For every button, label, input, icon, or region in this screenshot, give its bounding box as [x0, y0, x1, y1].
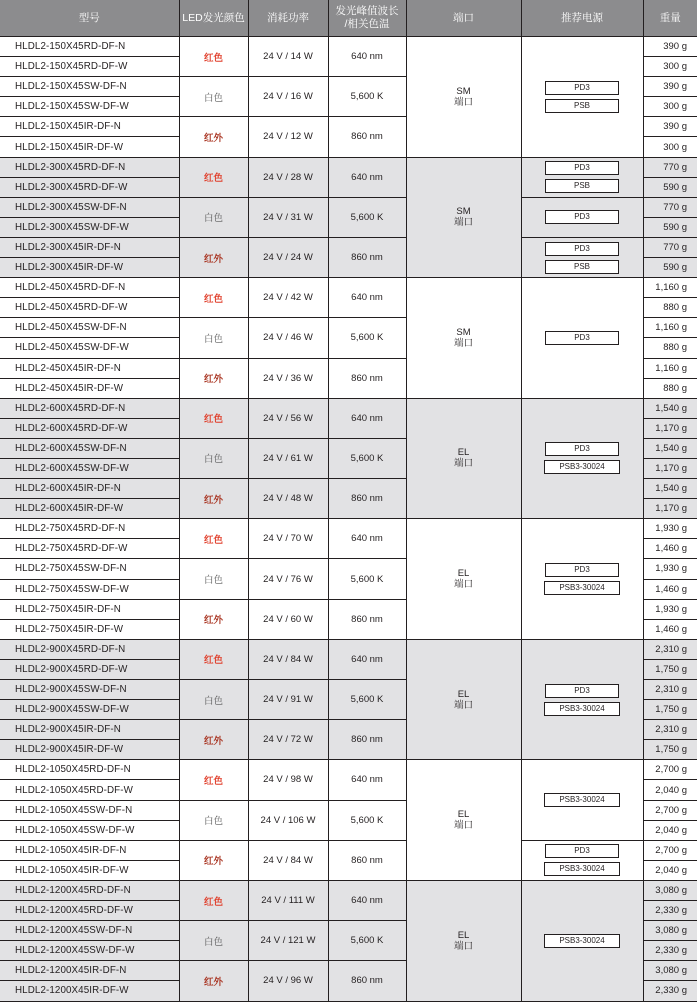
header-wavelength-line1: 发光峰值波长	[335, 5, 399, 17]
power-consumption: 24 V / 36 W	[248, 358, 328, 398]
led-color: 红外	[203, 856, 223, 868]
model-number: HLDL2-150X45SW-DF-W	[0, 97, 179, 117]
wavelength: 5,600 K	[328, 197, 406, 237]
model-number: HLDL2-300X45IR-DF-N	[0, 237, 179, 257]
power-consumption: 24 V / 91 W	[248, 680, 328, 720]
header-wavelength	[328, 0, 406, 37]
wavelength: 5,600 K	[328, 318, 406, 358]
model-number: HLDL2-900X45SW-DF-N	[0, 680, 179, 700]
port-type: EL	[457, 688, 470, 700]
led-color: 红外	[203, 976, 223, 988]
power-supply-list	[522, 440, 643, 476]
power-supply-cell	[521, 840, 643, 880]
model-number: HLDL2-1200X45SW-DF-N	[0, 921, 179, 941]
weight: 1,160 g	[643, 318, 697, 338]
table-row	[0, 37, 697, 57]
weight: 1,540 g	[643, 438, 697, 458]
weight: 300 g	[643, 97, 697, 117]
port-label: 端口	[453, 699, 473, 711]
power-supply-list	[522, 561, 643, 597]
led-color: 红色	[203, 293, 223, 305]
model-number: HLDL2-900X45RD-DF-N	[0, 639, 179, 659]
wavelength: 860 nm	[328, 961, 406, 1001]
weight: 1,930 g	[643, 599, 697, 619]
power-supply-badge: PD3	[545, 81, 619, 95]
power-consumption: 24 V / 48 W	[248, 479, 328, 519]
model-number: HLDL2-1200X45RD-DF-N	[0, 880, 179, 900]
weight: 1,540 g	[643, 479, 697, 499]
header-led-color: LED发光颜色	[179, 0, 248, 37]
port-cell	[406, 157, 521, 278]
header-weight: 重量	[643, 0, 697, 37]
wavelength: 860 nm	[328, 358, 406, 398]
power-supply-badge: PSB3-30024	[544, 934, 620, 948]
power-consumption: 24 V / 98 W	[248, 760, 328, 800]
led-color-cell	[179, 800, 248, 840]
model-number: HLDL2-1050X45SW-DF-N	[0, 800, 179, 820]
model-number: HLDL2-600X45SW-DF-N	[0, 438, 179, 458]
model-number: HLDL2-600X45RD-DF-N	[0, 398, 179, 418]
power-consumption: 24 V / 42 W	[248, 278, 328, 318]
led-color-cell	[179, 77, 248, 117]
table-row	[0, 197, 697, 217]
weight: 300 g	[643, 57, 697, 77]
port-type: SM	[456, 85, 471, 97]
model-number: HLDL2-150X45IR-DF-W	[0, 137, 179, 157]
table-row	[0, 519, 697, 539]
weight: 880 g	[643, 338, 697, 358]
led-color-cell	[179, 599, 248, 639]
led-color: 白色	[203, 333, 223, 345]
table-row	[0, 398, 697, 418]
power-supply-cell	[521, 398, 643, 519]
port-cell	[406, 760, 521, 881]
power-consumption: 24 V / 28 W	[248, 157, 328, 197]
wavelength: 860 nm	[328, 720, 406, 760]
led-color-cell	[179, 840, 248, 880]
table-row	[0, 639, 697, 659]
led-color: 红色	[203, 534, 223, 546]
wavelength: 5,600 K	[328, 559, 406, 599]
weight: 1,170 g	[643, 418, 697, 438]
port-cell	[406, 639, 521, 760]
model-number: HLDL2-450X45IR-DF-N	[0, 358, 179, 378]
power-supply-cell	[521, 519, 643, 640]
power-supply-badge: PSB3-30024	[544, 702, 620, 716]
model-number: HLDL2-750X45SW-DF-W	[0, 579, 179, 599]
led-color: 红色	[203, 173, 223, 185]
led-color-cell	[179, 278, 248, 318]
model-number: HLDL2-300X45SW-DF-N	[0, 197, 179, 217]
model-number: HLDL2-1050X45SW-DF-W	[0, 820, 179, 840]
power-supply-badge: PSB3-30024	[544, 581, 620, 595]
power-supply-badge: PD3	[545, 210, 619, 224]
power-consumption: 24 V / 56 W	[248, 398, 328, 438]
led-color-cell	[179, 519, 248, 559]
wavelength: 640 nm	[328, 760, 406, 800]
weight: 2,040 g	[643, 860, 697, 880]
header-power-consumption: 消耗功率	[248, 0, 328, 37]
power-supply-list	[522, 791, 643, 809]
port-cell	[406, 37, 521, 158]
led-color: 红色	[203, 655, 223, 667]
port-cell	[406, 278, 521, 399]
model-number: HLDL2-750X45RD-DF-N	[0, 519, 179, 539]
weight: 2,330 g	[643, 901, 697, 921]
port-cell	[406, 880, 521, 1001]
weight: 1,170 g	[643, 458, 697, 478]
header-row	[0, 0, 697, 37]
led-color: 红色	[203, 414, 223, 426]
weight: 590 g	[643, 217, 697, 237]
port-type: SM	[456, 206, 471, 218]
weight: 1,160 g	[643, 358, 697, 378]
led-color-cell	[179, 197, 248, 237]
power-supply-list	[522, 159, 643, 195]
power-supply-badge: PD3	[545, 331, 619, 345]
led-color-cell	[179, 760, 248, 800]
port-cell	[406, 398, 521, 519]
table-row	[0, 157, 697, 177]
port-label: 端口	[453, 96, 473, 108]
led-color: 白色	[203, 454, 223, 466]
model-number: HLDL2-600X45IR-DF-W	[0, 499, 179, 519]
port-cell	[406, 519, 521, 640]
model-number: HLDL2-750X45SW-DF-N	[0, 559, 179, 579]
weight: 3,080 g	[643, 921, 697, 941]
led-color: 红色	[203, 52, 223, 64]
model-number: HLDL2-1200X45RD-DF-W	[0, 901, 179, 921]
power-consumption: 24 V / 46 W	[248, 318, 328, 358]
power-consumption: 24 V / 84 W	[248, 639, 328, 679]
weight: 3,080 g	[643, 961, 697, 981]
power-supply-list	[522, 329, 643, 347]
power-consumption: 24 V / 96 W	[248, 961, 328, 1001]
model-number: HLDL2-300X45RD-DF-W	[0, 177, 179, 197]
led-color-cell	[179, 639, 248, 679]
model-number: HLDL2-600X45RD-DF-W	[0, 418, 179, 438]
model-number: HLDL2-900X45IR-DF-N	[0, 720, 179, 740]
model-number: HLDL2-1200X45SW-DF-W	[0, 941, 179, 961]
weight: 590 g	[643, 177, 697, 197]
table-row	[0, 760, 697, 780]
port-label: 端口	[453, 579, 473, 591]
model-number: HLDL2-1050X45RD-DF-N	[0, 760, 179, 780]
power-supply-cell	[521, 278, 643, 399]
weight: 1,170 g	[643, 499, 697, 519]
led-color-cell	[179, 438, 248, 478]
led-color: 红外	[203, 132, 223, 144]
model-number: HLDL2-750X45IR-DF-N	[0, 599, 179, 619]
power-consumption: 24 V / 84 W	[248, 840, 328, 880]
power-supply-badge: PD3	[545, 442, 619, 456]
port-type: EL	[457, 809, 470, 821]
weight: 2,040 g	[643, 820, 697, 840]
power-consumption: 24 V / 70 W	[248, 519, 328, 559]
power-supply-badge: PSB	[545, 260, 619, 274]
power-consumption: 24 V / 72 W	[248, 720, 328, 760]
header-wavelength-line2: /相关色温	[344, 18, 390, 30]
power-supply-badge: PSB	[545, 99, 619, 113]
led-color: 白色	[203, 213, 223, 225]
weight: 1,160 g	[643, 278, 697, 298]
table-row	[0, 237, 697, 257]
model-number: HLDL2-150X45RD-DF-W	[0, 57, 179, 77]
power-supply-badge: PSB3-30024	[544, 793, 620, 807]
header-port: 端口	[406, 0, 521, 37]
led-color-cell	[179, 680, 248, 720]
power-consumption: 24 V / 14 W	[248, 37, 328, 77]
model-number: HLDL2-1050X45RD-DF-W	[0, 780, 179, 800]
model-number: HLDL2-750X45IR-DF-W	[0, 619, 179, 639]
power-consumption: 24 V / 24 W	[248, 237, 328, 277]
table-row	[0, 278, 697, 298]
power-supply-badge: PD3	[545, 242, 619, 256]
model-number: HLDL2-450X45IR-DF-W	[0, 378, 179, 398]
model-number: HLDL2-300X45SW-DF-W	[0, 217, 179, 237]
power-supply-list	[522, 842, 643, 878]
model-number: HLDL2-600X45IR-DF-N	[0, 479, 179, 499]
table-row	[0, 880, 697, 900]
weight: 390 g	[643, 37, 697, 57]
wavelength: 860 nm	[328, 117, 406, 157]
power-supply-badge: PD3	[545, 844, 619, 858]
led-color-cell	[179, 880, 248, 920]
header-model: 型号	[0, 0, 179, 37]
wavelength: 860 nm	[328, 479, 406, 519]
power-supply-cell	[521, 760, 643, 840]
power-supply-list	[522, 208, 643, 226]
header-power-supply: 推荐电源	[521, 0, 643, 37]
power-supply-list	[522, 240, 643, 276]
led-color: 白色	[203, 575, 223, 587]
power-consumption: 24 V / 60 W	[248, 599, 328, 639]
wavelength: 860 nm	[328, 237, 406, 277]
weight: 2,310 g	[643, 680, 697, 700]
wavelength: 640 nm	[328, 519, 406, 559]
led-color: 白色	[203, 695, 223, 707]
led-color: 白色	[203, 816, 223, 828]
model-number: HLDL2-900X45RD-DF-W	[0, 659, 179, 679]
weight: 880 g	[643, 298, 697, 318]
port-type: EL	[457, 447, 470, 459]
power-consumption: 24 V / 106 W	[248, 800, 328, 840]
weight: 2,330 g	[643, 941, 697, 961]
wavelength: 5,600 K	[328, 77, 406, 117]
led-color-cell	[179, 479, 248, 519]
power-supply-list	[522, 79, 643, 115]
wavelength: 860 nm	[328, 599, 406, 639]
model-number: HLDL2-1050X45IR-DF-N	[0, 840, 179, 860]
model-number: HLDL2-600X45SW-DF-W	[0, 458, 179, 478]
weight: 390 g	[643, 117, 697, 137]
model-number: HLDL2-450X45RD-DF-N	[0, 278, 179, 298]
model-number: HLDL2-1200X45IR-DF-W	[0, 981, 179, 1001]
led-color-cell	[179, 358, 248, 398]
power-supply-cell	[521, 37, 643, 158]
weight: 2,330 g	[643, 981, 697, 1001]
led-color-cell	[179, 157, 248, 197]
weight: 2,310 g	[643, 720, 697, 740]
led-color-cell	[179, 37, 248, 77]
led-color: 红外	[203, 253, 223, 265]
power-consumption: 24 V / 12 W	[248, 117, 328, 157]
led-color: 红外	[203, 615, 223, 627]
table-body	[0, 37, 697, 1002]
power-supply-cell	[521, 197, 643, 237]
led-color-cell	[179, 921, 248, 961]
power-supply-badge: PD3	[545, 563, 619, 577]
led-color-cell	[179, 237, 248, 277]
led-color: 红外	[203, 735, 223, 747]
wavelength: 5,600 K	[328, 438, 406, 478]
weight: 880 g	[643, 378, 697, 398]
model-number: HLDL2-300X45IR-DF-W	[0, 258, 179, 278]
weight: 1,930 g	[643, 519, 697, 539]
model-number: HLDL2-450X45RD-DF-W	[0, 298, 179, 318]
weight: 770 g	[643, 157, 697, 177]
weight: 1,750 g	[643, 700, 697, 720]
wavelength: 860 nm	[328, 840, 406, 880]
model-number: HLDL2-150X45SW-DF-N	[0, 77, 179, 97]
port-label: 端口	[453, 820, 473, 832]
power-supply-badge: PD3	[545, 161, 619, 175]
wavelength: 5,600 K	[328, 921, 406, 961]
led-color-cell	[179, 117, 248, 157]
led-color: 红外	[203, 494, 223, 506]
led-color: 白色	[203, 92, 223, 104]
weight: 1,930 g	[643, 559, 697, 579]
model-number: HLDL2-1050X45IR-DF-W	[0, 860, 179, 880]
weight: 300 g	[643, 137, 697, 157]
power-supply-cell	[521, 880, 643, 1001]
weight: 3,080 g	[643, 880, 697, 900]
power-consumption: 24 V / 111 W	[248, 880, 328, 920]
weight: 1,750 g	[643, 659, 697, 679]
weight: 1,460 g	[643, 619, 697, 639]
model-number: HLDL2-150X45IR-DF-N	[0, 117, 179, 137]
led-color-cell	[179, 961, 248, 1001]
wavelength: 640 nm	[328, 278, 406, 318]
port-label: 端口	[453, 217, 473, 229]
weight: 1,750 g	[643, 740, 697, 760]
weight: 1,540 g	[643, 398, 697, 418]
power-supply-badge: PSB3-30024	[544, 862, 620, 876]
led-color-cell	[179, 398, 248, 438]
wavelength: 5,600 K	[328, 680, 406, 720]
model-number: HLDL2-300X45RD-DF-N	[0, 157, 179, 177]
wavelength: 640 nm	[328, 157, 406, 197]
weight: 770 g	[643, 237, 697, 257]
weight: 770 g	[643, 197, 697, 217]
weight: 1,460 g	[643, 539, 697, 559]
port-label: 端口	[453, 458, 473, 470]
weight: 2,700 g	[643, 760, 697, 780]
weight: 590 g	[643, 258, 697, 278]
power-supply-list	[522, 682, 643, 718]
power-consumption: 24 V / 121 W	[248, 921, 328, 961]
port-label: 端口	[453, 940, 473, 952]
power-consumption: 24 V / 61 W	[248, 438, 328, 478]
model-number: HLDL2-150X45RD-DF-N	[0, 37, 179, 57]
weight: 390 g	[643, 77, 697, 97]
weight: 2,040 g	[643, 780, 697, 800]
power-supply-cell	[521, 639, 643, 760]
power-supply-cell	[521, 157, 643, 197]
port-type: SM	[456, 326, 471, 338]
model-number: HLDL2-450X45SW-DF-W	[0, 338, 179, 358]
wavelength: 640 nm	[328, 37, 406, 77]
power-consumption: 24 V / 76 W	[248, 559, 328, 599]
model-number: HLDL2-450X45SW-DF-N	[0, 318, 179, 338]
model-number: HLDL2-900X45IR-DF-W	[0, 740, 179, 760]
led-color-cell	[179, 559, 248, 599]
led-color: 红外	[203, 374, 223, 386]
wavelength: 640 nm	[328, 639, 406, 679]
weight: 2,700 g	[643, 840, 697, 860]
power-supply-badge: PSB3-30024	[544, 460, 620, 474]
power-supply-badge: PSB	[545, 179, 619, 193]
power-supply-list	[522, 932, 643, 950]
power-consumption: 24 V / 16 W	[248, 77, 328, 117]
led-color: 红色	[203, 775, 223, 787]
weight: 2,700 g	[643, 800, 697, 820]
power-supply-badge: PD3	[545, 684, 619, 698]
led-color-cell	[179, 318, 248, 358]
weight: 2,310 g	[643, 639, 697, 659]
model-number: HLDL2-750X45RD-DF-W	[0, 539, 179, 559]
led-color: 白色	[203, 936, 223, 948]
wavelength: 640 nm	[328, 880, 406, 920]
port-type: EL	[457, 929, 470, 941]
model-number: HLDL2-900X45SW-DF-W	[0, 700, 179, 720]
wavelength: 5,600 K	[328, 800, 406, 840]
model-number: HLDL2-1200X45IR-DF-N	[0, 961, 179, 981]
power-consumption: 24 V / 31 W	[248, 197, 328, 237]
port-label: 端口	[453, 337, 473, 349]
led-color: 红色	[203, 896, 223, 908]
wavelength: 640 nm	[328, 398, 406, 438]
weight: 1,460 g	[643, 579, 697, 599]
port-type: EL	[457, 568, 470, 580]
led-color-cell	[179, 720, 248, 760]
table-row	[0, 840, 697, 860]
power-supply-cell	[521, 237, 643, 277]
